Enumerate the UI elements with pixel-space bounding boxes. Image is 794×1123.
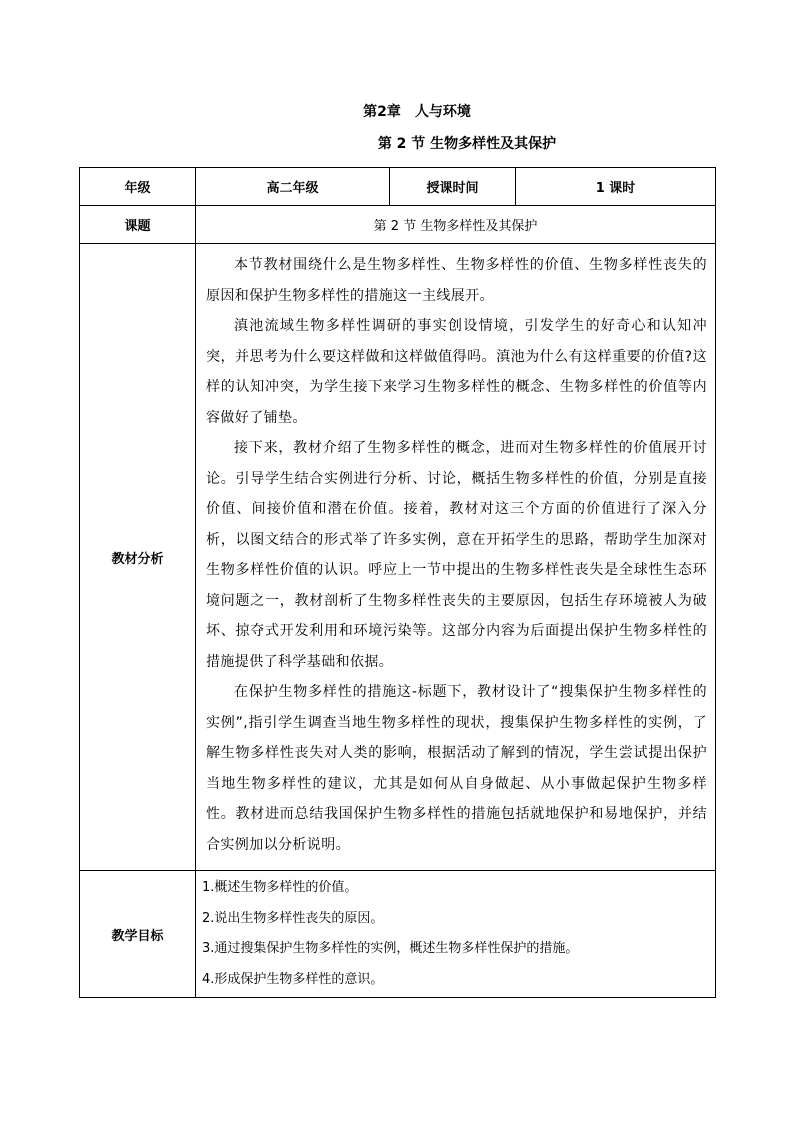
analysis-paragraph-3: 接下来，教材介绍了生物多样性的概念，进而对生物多样性的价值展开讨论。引导学生结合实例进行分析、讨论，概括生物多样性的价值，分别是直接价值、间接价值和潜在价值。接着，教材对这三个方面的价值进行了深入分析，以图文结合的形式举了许多实例，意在开拓学生的思路，帮助学生加深对生物多样性价值的认识。呼应上一节中提出的生物多样性丧失是全球性生态环境问题之一，教材剖析了生物多样性丧失的主要原因，包括生存环境被人为破坏、掠夺式开发利用和环境污染等。这部分内容为后面提出保护生物多样性的措施提供了科学基础和依据。 xyxy=(206,440,707,670)
section-title: 第 2 节 生物多样性及其保护 xyxy=(377,136,557,152)
time-value: 1 课时 xyxy=(516,168,716,206)
goal-item-3: 3.通过搜集保护生物多样性的实例，概述生物多样性保护的措施。 xyxy=(202,941,579,956)
lesson-plan-table xyxy=(79,167,716,998)
goal-item-2: 2.说出生物多样性丧失的原因。 xyxy=(202,910,384,926)
chapter-title: 第2章 人与环境 xyxy=(363,104,471,120)
analysis-paragraph-1: 本节教材围绕什么是生物多样性、生物多样性的价值、生物多样性丧失的原因和保护生物多样性的措施这一主线展开。 xyxy=(206,257,707,304)
analysis-label: 教材分析 xyxy=(80,244,196,871)
goal-item-4: 4.形成保护生物多样性的意识。 xyxy=(202,971,384,987)
analysis-paragraph-2: 滇池流域生物多样性调研的事实创设情境，引发学生的好奇心和认知冲突，并思考为什么要这样做和这样做值得吗。滇池为什么有这样重要的价值?这样的认知冲突，为学生接下来学习生物多样性的概念、生物多样性的价值等内容做好了铺垫。 xyxy=(206,318,707,426)
goal-item-1: 1.概述生物多样性的价值。 xyxy=(202,880,358,895)
topic-label: 课题 xyxy=(80,206,196,244)
analysis-content xyxy=(196,244,716,871)
topic-row xyxy=(80,206,716,244)
grade-value: 高二年级 xyxy=(196,168,390,206)
goals-content xyxy=(196,871,716,998)
goals-row xyxy=(80,871,716,998)
time-label: 授课时间 xyxy=(390,168,516,206)
goals-label: 教学目标 xyxy=(80,871,196,998)
grade-row xyxy=(80,168,716,206)
analysis-paragraph-4: 在保护生物多样性的措施这-标题下，教材设计了“搜集保护生物多样性的实例”,指引学生调查当地生物多样性的现状，搜集保护生物多样性的实例，了解生物多样性丧失对人类的影响，根据活动了解到的情况，学生尝试提出保护当地生物多样性的建议，尤其是如何从自身做起、从小事做起保护生物多样性。教材进而总结我国保护生物多样性的措施包括就地保护和易地保护，并结合实例加以分析说明。 xyxy=(206,684,707,853)
topic-value: 第 2 节 生物多样性及其保护 xyxy=(196,206,716,244)
grade-label: 年级 xyxy=(80,168,196,206)
analysis-row xyxy=(80,244,716,871)
